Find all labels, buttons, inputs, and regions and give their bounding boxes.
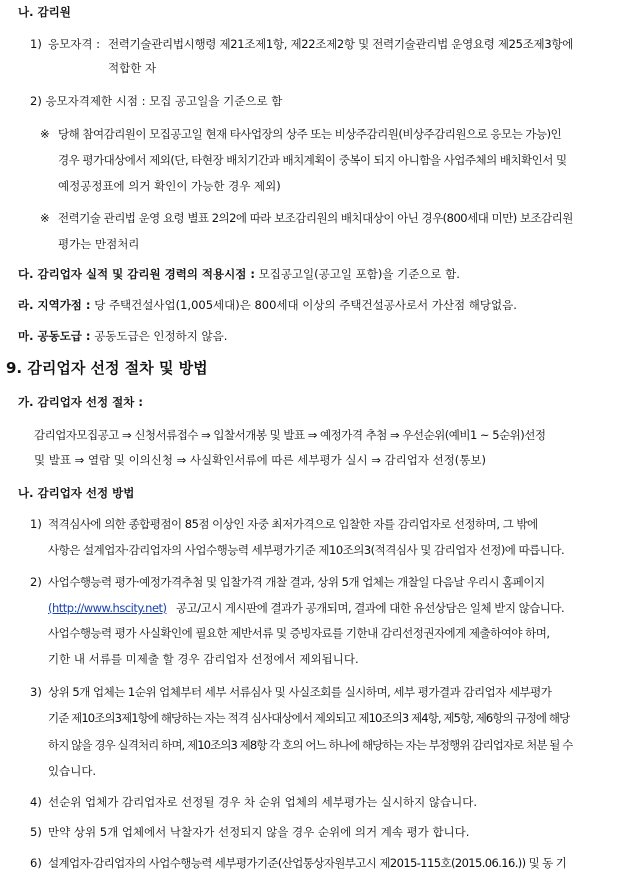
- procedure-text-line: 및 발표 ⇒ 열람 및 이의신청 ⇒ 사실확인서류에 따른 세부평가 실시 ⇒ 감리업자 선정(통보): [34, 453, 486, 467]
- note-text-line: 당해 참여감리원이 모집공고일 현재 타사업장의 상주 또는 비상주감리원(비상주감리원으로 응모는 가능)인: [58, 127, 562, 141]
- item-number: 1): [30, 37, 42, 51]
- method-text-line: 사항은 설계업자·감리업자의 사업수행능력 세부평가기준 제10조의3(적격심사 및 감리업자 선정)에 따릅니다.: [48, 543, 565, 557]
- eligibility-label: 응모자격 :: [48, 37, 100, 51]
- item-number: 1): [30, 517, 42, 531]
- item-number: 5): [30, 825, 42, 839]
- item-number: 6): [30, 856, 42, 870]
- application-timing-row: [18, 266, 460, 282]
- joint-contract-label: 마. 공동도급 :: [18, 329, 91, 343]
- application-timing-label: 다. 감리업자 실적 및 감리원 경력의 적용시점 :: [18, 267, 255, 281]
- item-number: 2): [30, 575, 42, 589]
- regional-points-row: [18, 297, 517, 313]
- note-text-line: 전력기술 관리법 운영 요령 별표 2의2에 따라 보조감리원의 배치대상이 아닌 경우(800세대 미만) 보조감리원: [58, 211, 573, 225]
- procedure-text-line: 감리업자모집공고 ⇒ 신청서류접수 ⇒ 입찰서개봉 및 발표 ⇒ 예정가격 추첨 ⇒ 우선순위(예비1 ~ 5순위)선정: [34, 428, 546, 442]
- method-text-line: 상위 5개 업체는 1순위 업체부터 세부 서류심사 및 사실조회를 실시하며, 세부 평가결과 감리업자 세부평가: [48, 685, 552, 699]
- joint-contract-text: 공동도급은 인정하지 않음.: [94, 329, 228, 343]
- eligibility-limit-point: 2) 응모자격제한 시점 : 모집 공고일을 기준으로 함: [30, 94, 283, 108]
- note-text-line: 경우 평가대상에서 제외(단, 타현장 배치기간과 배치계획이 중복이 되지 아니함을 사업주체의 배치확인서 및: [58, 153, 567, 167]
- note-text-line: 평가는 만점처리: [58, 237, 140, 251]
- method-text-line: 하지 않을 경우 실격처리 하며, 제10조의3 제8항 각 호의 어느 하나에 해당하는 자는 부정행위 감리업자로 처분 될 수: [48, 738, 573, 752]
- regional-points-text: 당 주택건설사업(1,005세대)은 800세대 이상의 주택건설공사로서 가산점 해당없음.: [94, 298, 517, 312]
- joint-contract-row: [18, 328, 227, 344]
- procedure-heading: 가. 감리업자 선정 절차 :: [18, 395, 143, 409]
- section-title: 9. 감리업자 선정 절차 및 방법: [6, 359, 208, 377]
- method-text-line: 기한 내 서류를 미제출 할 경우 감리업자 선정에서 제외됩니다.: [48, 652, 359, 666]
- method-text-line: 사업수행능력 평가·예정가격추첨 및 입찰가격 개찰 결과, 상위 5개 업체는 개찰일 다음날 우리시 홈페이지: [48, 575, 545, 589]
- regional-points-label: 라. 지역가점 :: [18, 298, 91, 312]
- eligibility-text-line: 전력기술관리법시행령 제21조제1항, 제22조제2항 및 전력기술관리법 운영요령 제25조제3항에: [108, 37, 573, 51]
- method-text-span: 공고/고시 게시판에 결과가 공개되며, 결과에 대한 유선상담은 일체 받지 않습니다.: [176, 601, 565, 615]
- note-mark: ※: [40, 127, 50, 141]
- method-text-line: 설계업자·감리업자의 사업수행능력 세부평가기준(산업통상자원부고시 제2015-115호(2015.06.16.)) 및 동 기: [48, 856, 567, 870]
- note-text-line: 예정공정표에 의거 확인이 가능한 경우 제외): [58, 179, 281, 193]
- method-text-line: 사업수행능력 평가 사실확인에 필요한 제반서류 및 증빙자료를 기한내 감리선정권자에게 제출하여야 하며,: [48, 626, 550, 640]
- item-number: 4): [30, 795, 42, 809]
- method-text-line: 기준 제10조의3제1항에 해당하는 자는 적격 심사대상에서 제외되고 제10조의3 제4항, 제5항, 제6항의 규정에 해당: [48, 711, 570, 725]
- method-text-line: 만약 상위 5개 업체에서 낙찰자가 선정되지 않을 경우 순위에 의거 계속 평가 합니다.: [48, 825, 470, 839]
- note-mark: ※: [40, 211, 50, 225]
- homepage-link[interactable]: (http://www.hscity.net): [48, 601, 167, 615]
- method-text-line: 선순위 업체가 감리업자로 선정될 경우 차 순위 업체의 세부평가는 실시하지 않습니다.: [48, 795, 478, 809]
- eligibility-text-line: 적합한 자: [108, 61, 157, 75]
- item-number: 3): [30, 685, 42, 699]
- section-heading-supervisor: 나. 감리원: [18, 5, 71, 19]
- method-text-line: 적격심사에 의한 종합평점이 85점 이상인 자중 최저가격으로 입찰한 자를 감리업자로 선정하며, 그 밖에: [48, 517, 538, 531]
- method-text-line: [48, 600, 564, 616]
- method-text-line: 있습니다.: [48, 764, 97, 778]
- method-heading: 나. 감리업자 선정 방법: [18, 486, 135, 500]
- application-timing-text: 모집공고일(공고일 포함)을 기준으로 함.: [258, 267, 460, 281]
